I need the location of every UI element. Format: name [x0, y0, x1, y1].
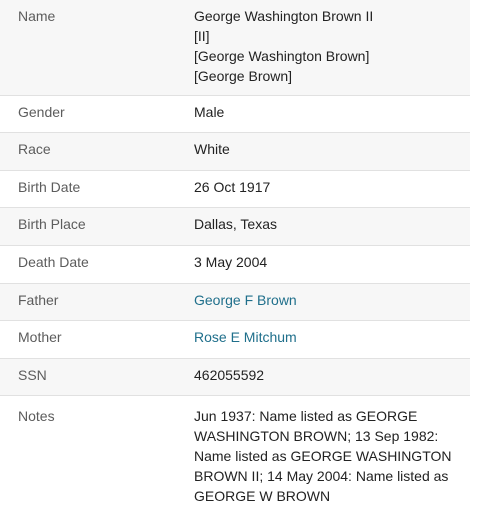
birth-place-value: Dallas, Texas	[194, 216, 278, 232]
gender-row	[0, 95, 470, 132]
race-row	[0, 132, 470, 170]
name-values	[194, 6, 464, 86]
ssn-row	[0, 358, 470, 395]
notes-row	[0, 395, 470, 523]
notes-label: Notes	[18, 408, 55, 424]
birth-date-row	[0, 170, 470, 207]
death-date-row	[0, 245, 470, 283]
birth-date-label: Birth Date	[18, 179, 81, 195]
mother-label: Mother	[18, 329, 62, 345]
name-alias: [II]	[194, 28, 210, 44]
name-label: Name	[18, 8, 56, 24]
gender-value: Male	[194, 104, 225, 120]
mother-link[interactable]: Rose E Mitchum	[194, 329, 297, 345]
ssn-value: 462055592	[194, 367, 265, 383]
notes-value: Jun 1937: Name listed as GEORGE WASHINGTON BROWN; 13 Sep 1982: Name listed as GEORGE WASHINGTON BROWN II; 14 May 2004: Name listed as GEORGE W BROWN	[194, 408, 452, 504]
father-row	[0, 283, 470, 320]
birth-place-label: Birth Place	[18, 216, 86, 232]
father-link[interactable]: George F Brown	[194, 292, 297, 308]
name-alias: [George Brown]	[194, 68, 293, 84]
name-alias: [George Washington Brown]	[194, 48, 370, 64]
name-primary: George Washington Brown II	[194, 8, 374, 24]
gender-label: Gender	[18, 104, 65, 120]
ssn-label: SSN	[18, 367, 47, 383]
race-value: White	[194, 141, 230, 157]
birth-date-value: 26 Oct 1917	[194, 179, 271, 195]
father-label: Father	[18, 292, 59, 308]
death-date-value: 3 May 2004	[194, 254, 268, 270]
death-date-label: Death Date	[18, 254, 89, 270]
race-label: Race	[18, 141, 51, 157]
name-row	[0, 0, 470, 95]
birth-place-row	[0, 207, 470, 245]
mother-row	[0, 320, 470, 358]
